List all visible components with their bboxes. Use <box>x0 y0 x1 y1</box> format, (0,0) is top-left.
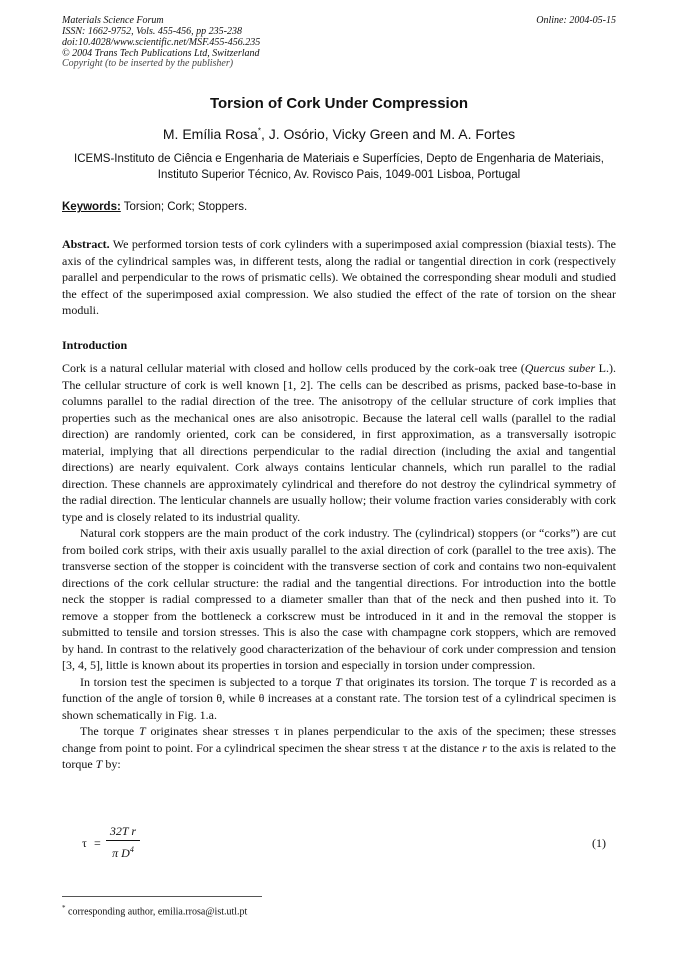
eq-equals: = <box>94 836 101 850</box>
eq-numerator: 32T r <box>109 824 137 838</box>
text-run: originates shear stresses τ in planes perpendicular to the axis of the specimen; these stresses change from point to point. For a cylindrical specimen the shear stress τ at the distance <box>62 724 617 755</box>
text-run: by: <box>102 757 121 771</box>
symbol: T <box>529 674 537 689</box>
keywords <box>62 201 247 213</box>
introduction-body <box>62 360 616 773</box>
page-header <box>62 15 616 69</box>
paragraph <box>62 360 616 525</box>
journal-name: Materials Science Forum <box>62 15 164 26</box>
author-list <box>0 126 678 142</box>
first-author: M. Emília Rosa <box>162 126 258 142</box>
footnote-rule <box>62 896 262 897</box>
abstract <box>62 236 616 319</box>
affiliation: ICEMS-Instituto de Ciência e Engenharia de Materiais e Superfícies, Depto de Engenharia de Materiais, Instituto Superior Técnico, Av. Rovisco Pais, 1049-001 Lisboa, Portugal <box>74 153 604 181</box>
symbol: T <box>138 724 146 738</box>
symbol: r <box>482 740 487 755</box>
eq-denominator <box>106 842 140 861</box>
eq-lhs: τ <box>82 836 87 850</box>
footnote-text: corresponding author, emilia.rrosa@ist.utl.pt <box>65 906 248 918</box>
text-run: The torque <box>80 724 139 738</box>
paragraph <box>62 723 616 773</box>
text-run: to the axis is related to the torque <box>62 740 617 771</box>
footnote-mark: * <box>62 904 66 912</box>
paragraph: Natural cork stoppers are the main product of the cork industry. The (cylindrical) stoppers (or “corks”) are cut from boiled cork strips, with their axis usually parallel to the axial direction of cork (parallel to the tree axis). The transverse section of the stopper is coincident with the transverse section of cork and contains two non-equivalent directions of the cork cellular structure: the radial and the tangential directions. For introduction into the bottle neck the stopper is radial compressed to a diameter smaller than that of the neck and then pushed into it. To remove a stopper from the bottleneck a corkscrew must be introduced in it and in the removal the stopper is submitted to tensile and torsion stresses. This is also the case with champagne cork stoppers, which are removed by hand. In contrast to the relatively good characterization of the behaviour of cork under compression and tension [3, 4, 5], little is known about its properties in torsion and especially in torsion under compression. <box>62 526 616 672</box>
symbol: T <box>95 757 103 771</box>
equation-number: (1) <box>592 836 606 850</box>
text-run: L.). The cellular structure of cork is well known [1, 2]. The cells can be described as prisms, packed base-to-base in columns parallel to the radial direction of the tree. The anisotropy of the cellular structure of cork implies that properties such as the mechanical ones are also anisotropic. Because the lateral cell walls (parallel to the radial direction) are randomly oriented, cork can be considered, in first approximation, as a transversally isotropic material, implying that all directions perpendicular to the radial direction (including the axial and tangential directions) are nearly equivalent. Cork always contains lenticular channels, which run parallel to the radial direction. These channels are approximately cylindrical and therefore do not destroy the cylindrical symmetry of the radial direction. The lenticular channels are usually hollow; their volume fraction varies considerably with cork type and is closely related to its industrial quality. <box>62 361 616 524</box>
paragraph <box>62 674 616 724</box>
fraction-bar <box>106 840 140 841</box>
equation-1 <box>62 820 616 864</box>
intro-heading: Introduction <box>62 338 128 352</box>
other-authors: , J. Osório, Vicky Green and M. A. Fortes <box>260 126 516 142</box>
text-run: that originates its torsion. The torque <box>341 674 530 689</box>
eq-fraction <box>106 823 140 861</box>
copyright-line: © 2004 Trans Tech Publications Ltd, Switzerland <box>62 48 260 59</box>
online-date: Online: 2004-05-15 <box>536 15 616 26</box>
keywords-text: Torsion; Cork; Stoppers. <box>120 201 248 213</box>
den-base: π D <box>112 846 130 860</box>
keywords-label: Keywords: <box>62 201 121 213</box>
symbol: T <box>335 674 342 689</box>
doi-link[interactable]: doi:10.4028/www.scientific.net/MSF.455-456.235 <box>62 37 261 48</box>
paper-title: Torsion of Cork Under Compression <box>209 95 469 112</box>
abstract-text: We performed torsion tests of cork cylinders with a superimposed axial compression (biaxial tests). The axis of the cylindrical samples was, in different tests, along the radial or tangential direction in cork (respectively parallel and perpendicular to the rows of prismatic cells). We obtained the corresponding shear moduli and studied the effect of the superimposed axial compression. We also studied the effect of the rate of torsion on the shear moduli. <box>62 237 616 317</box>
copyright-placeholder: Copyright (to be inserted by the publisher) <box>62 58 234 69</box>
corresponding-mark: * <box>257 126 261 136</box>
text-run: Cork is a natural cellular material with closed and hollow cells produced by the cork-oak tree ( <box>62 361 525 375</box>
text-run: is recorded as a function of the angle of torsion θ, while θ increases at a constant rate. The torsion test of a cylindrical specimen is shown schematically in Fig. 1.a. <box>62 674 617 722</box>
den-exponent: 4 <box>129 845 134 854</box>
footnote <box>62 904 247 917</box>
abstract-label: Abstract. <box>62 237 110 251</box>
species-name: Quercus suber <box>524 361 596 375</box>
issn-line: ISSN: 1662-9752, Vols. 455-456, pp 235-238 <box>62 26 242 37</box>
text-run: In torsion test the specimen is subjected to a torque <box>80 674 336 689</box>
